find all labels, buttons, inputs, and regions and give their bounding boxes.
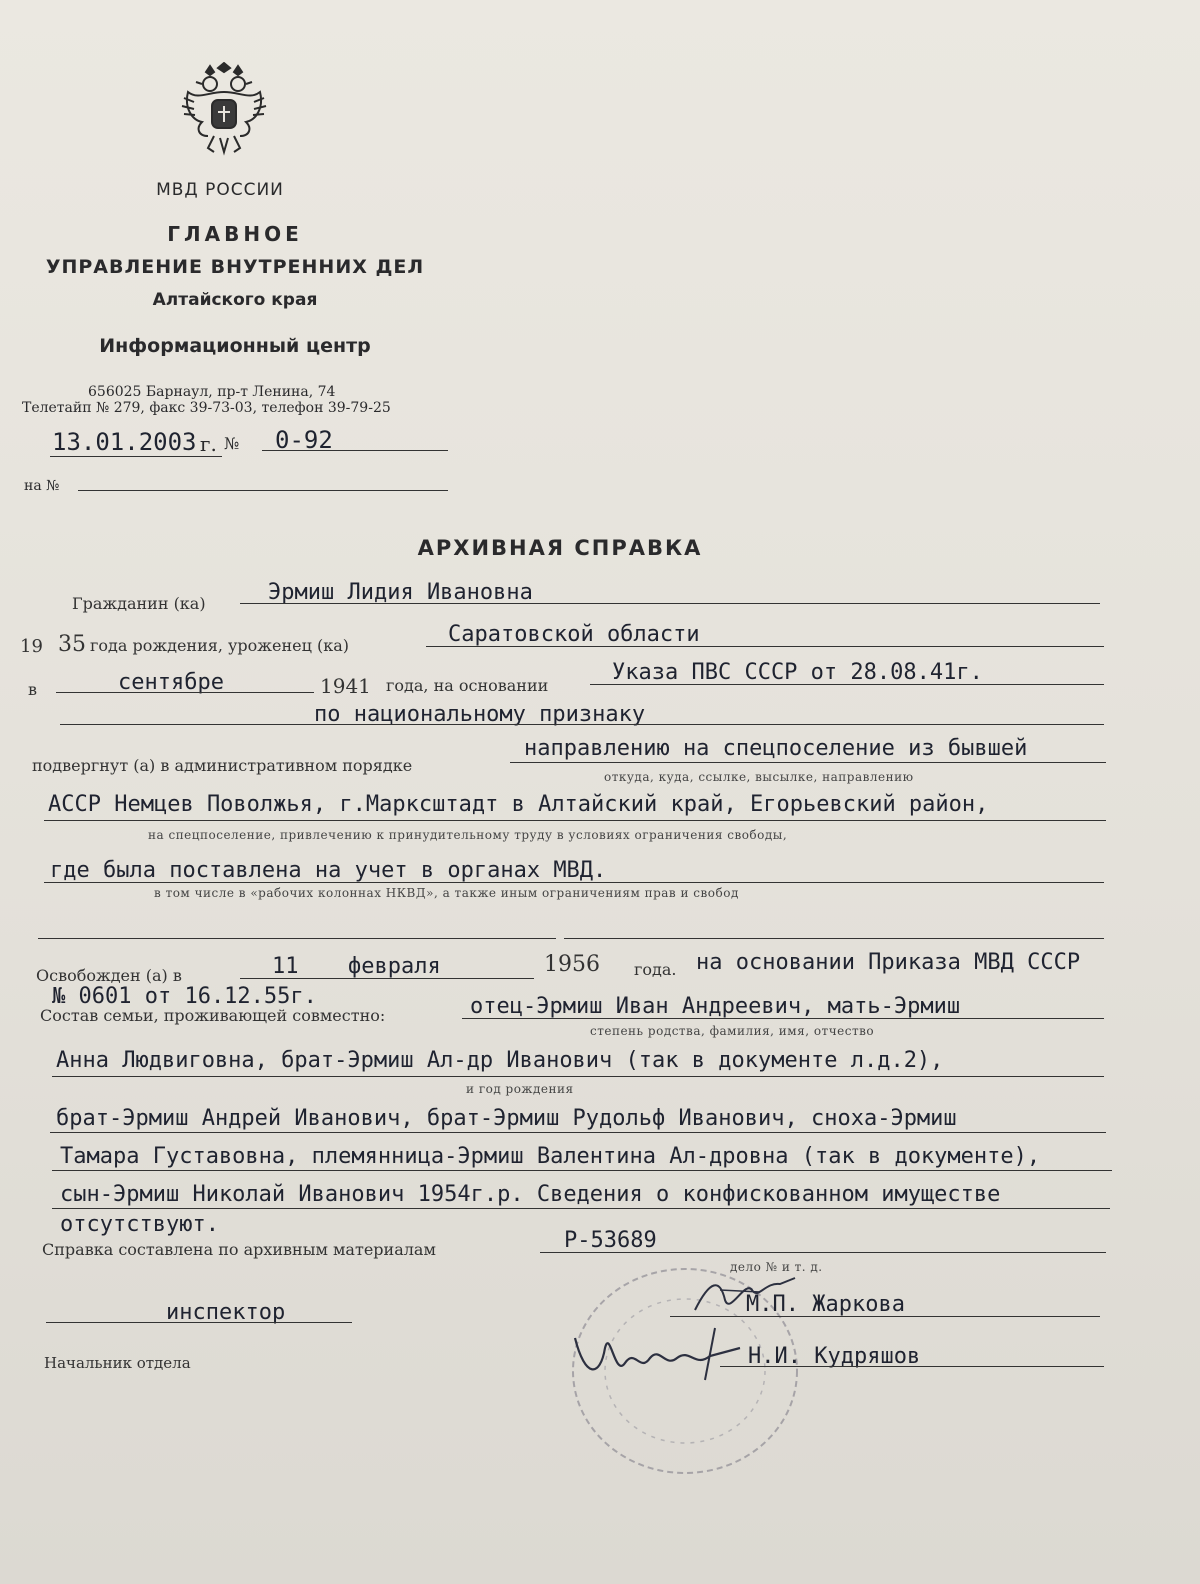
chief-name: Н.И. Кудряшов — [748, 1344, 921, 1369]
number-underline — [262, 450, 448, 451]
family-line1: отец-Эрмиш Иван Андреевич, мать-Эрмиш — [470, 994, 961, 1019]
released-basis: на основании Приказа МВД СССР — [696, 950, 1081, 975]
deportation-month: сентябре — [118, 670, 224, 695]
department-line1: ГЛАВНОЕ — [167, 222, 303, 246]
inspector-name-underline — [670, 1316, 1100, 1317]
line-mvd: где была поставлена на учет в органах МВД. — [50, 858, 607, 883]
family-underline2 — [52, 1076, 1104, 1077]
basis-value-line2: по национальному признаку — [314, 702, 646, 727]
released-day: 11 — [272, 954, 299, 979]
released-date-underline — [240, 978, 534, 979]
department-line2: УПРАВЛЕНИЕ ВНУТРЕННИХ ДЕЛ — [45, 256, 425, 278]
caption-special-settlement: на спецпоселение, привлечению к принудительному труду в условиях ограничения свободы, — [148, 828, 788, 842]
released-year: 1956 — [544, 952, 600, 977]
released-year-label: года. — [634, 960, 677, 979]
family-underline1 — [462, 1018, 1104, 1019]
date-underline — [50, 456, 222, 457]
line-asr: АССР Немцев Поволжья, г.Марксштадт в Алтайский край, Егорьевский район, — [48, 792, 989, 817]
family-underline3 — [50, 1132, 1106, 1133]
subjected-value: направлению на спецпоселение из бывшей — [524, 736, 1028, 761]
inspector-name: М.П. Жаркова — [746, 1292, 905, 1317]
mvd-underline — [44, 882, 1104, 883]
blank-underline-left — [38, 938, 556, 939]
birth-label: года рождения, уроженец (ка) — [90, 636, 350, 655]
date-suffix: г. — [200, 432, 217, 456]
released-month: февраля — [348, 954, 441, 979]
basis-value: Указа ПВС СССР от 28.08.41г. — [612, 660, 983, 685]
month-underline — [56, 692, 314, 693]
archive-underline — [540, 1252, 1106, 1253]
birth-underline — [426, 646, 1104, 647]
citizen-label: Гражданин (ка) — [72, 594, 206, 613]
subjected-underline — [510, 762, 1106, 763]
caption-work-columns: в том числе в «рабочих колоннах НКВД», а также иным ограничениям прав и свобод — [154, 886, 739, 900]
archive-case-number: Р-53689 — [564, 1228, 657, 1253]
caption-kinship: степень родства, фамилия, имя, отчество — [590, 1024, 875, 1038]
family-label: Состав семьи, проживающей совместно: — [40, 1006, 386, 1025]
caption-where: откуда, куда, ссылке, высылке, направлению — [604, 770, 914, 784]
archive-label: Справка составлена по архивным материалам — [42, 1240, 436, 1259]
region-name: Алтайского края — [152, 290, 318, 310]
number-label: № — [224, 434, 240, 453]
contacts: Телетайп № 279, факс 39-73-03, телефон 39-79-25 — [22, 400, 391, 416]
asr-underline — [44, 820, 1106, 821]
document-date: 13.01.2003 — [52, 428, 197, 456]
chief-name-underline — [720, 1366, 1104, 1367]
birth-year: 35 — [58, 632, 86, 657]
info-center-name: Информационный центр — [99, 335, 371, 357]
released-label: Освобожден (а) в — [36, 966, 182, 985]
caption-birth-year: и год рождения — [466, 1082, 574, 1096]
subjected-label: подвергнут (а) в административном порядке — [32, 756, 413, 775]
address: 656025 Барнаул, пр-т Ленина, 74 — [88, 384, 336, 400]
family-line3: брат-Эрмиш Андрей Иванович, брат-Эрмиш Рудольф Иванович, сноха-Эрмиш — [56, 1106, 957, 1131]
blank-underline-right — [564, 938, 1104, 939]
inspector-title: инспектор — [166, 1300, 286, 1325]
deportation-year: 1941 — [320, 674, 371, 698]
family-line6: отсутствуют. — [60, 1212, 219, 1237]
released-basis-line2: № 0601 от 16.12.55г. — [52, 984, 317, 1009]
caption-case: дело № и т. д. — [730, 1260, 823, 1274]
family-line2: Анна Людвиговна, брат-Эрмиш Ал-др Иванович (так в документе л.д.2), — [56, 1048, 944, 1073]
in-label: в — [28, 680, 38, 699]
document-number: 0-92 — [275, 426, 333, 454]
chief-signature-icon — [565, 1318, 745, 1388]
ministry-name: МВД РОССИИ — [156, 180, 284, 200]
birth-prefix: 19 — [20, 636, 43, 657]
citizen-underline — [240, 603, 1100, 604]
reference-underline — [78, 490, 448, 491]
reference-label: на № — [24, 478, 60, 494]
chief-title: Начальник отдела — [44, 1354, 191, 1372]
basis-label: года, на основании — [386, 676, 549, 695]
coat-of-arms-icon — [178, 62, 270, 162]
basis-underline2 — [60, 724, 1104, 725]
document-title: АРХИВНАЯ СПРАВКА — [417, 536, 703, 560]
citizen-name: Эрмиш Лидия Ивановна — [268, 580, 533, 605]
family-underline4 — [52, 1170, 1112, 1171]
family-underline5 — [52, 1208, 1110, 1209]
birth-place: Саратовской области — [448, 622, 700, 647]
family-line5: сын-Эрмиш Николай Иванович 1954г.р. Сведения о конфискованном имуществе — [60, 1182, 1001, 1207]
inspector-title-underline — [46, 1322, 352, 1323]
basis-underline — [590, 684, 1104, 685]
family-line4: Тамара Густавовна, племянница-Эрмиш Валентина Ал-дровна (так в документе), — [60, 1144, 1041, 1169]
